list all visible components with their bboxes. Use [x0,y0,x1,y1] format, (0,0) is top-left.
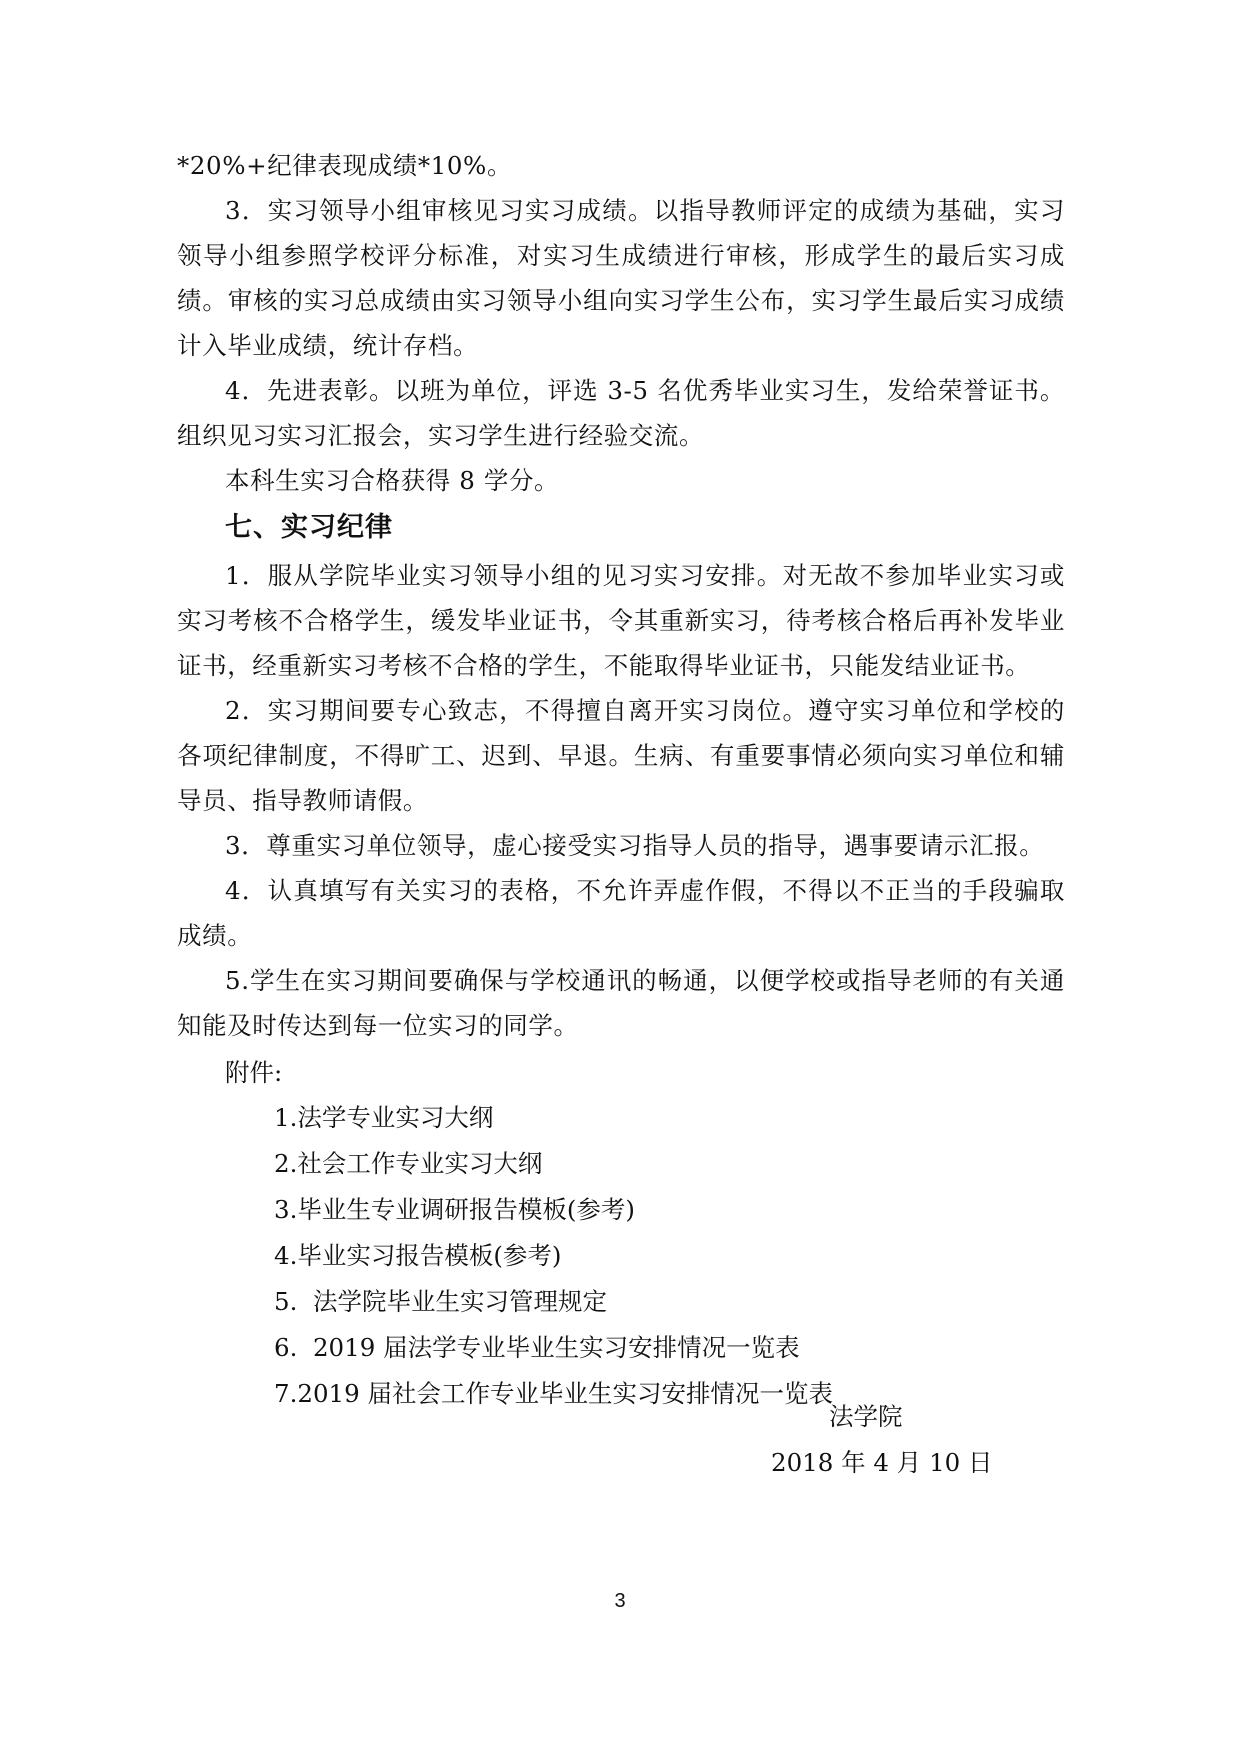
section-heading-discipline: 七、实习纪律 [225,512,393,543]
page-body [177,143,1065,1417]
discipline-item-2: 2．实习期间要专心致志，不得擅自离开实习岗位。遵守实习单位和学校的各项纪律制度，不得旷工、迟到、早退。生病、有重要事情必须向实习单位和辅导员、指导教师请假。 [177,696,1065,815]
attachments-title: 附件: [225,1058,283,1087]
attachment-item: 7.2019 届社会工作专业毕业生实习安排情况一览表 [274,1379,834,1408]
paragraph-grade-review: 3．实习领导小组审核见习实习成绩。以指导教师评定的成绩为基础，实习领导小组参照学校评分标准，对实习生成绩进行审核，形成学生的最后实习成绩。审核的实习总成绩由实习领导小组向实习学生公布，实习学生最后实习成绩计入毕业成绩，统计存档。 [177,196,1065,360]
paragraph-credit: 本科生实习合格获得 8 学分。 [225,466,560,495]
attachment-item: 6. 2019 届法学专业毕业生实习安排情况一览表 [274,1333,800,1362]
attachment-item: 5. 法学院毕业生实习管理规定 [274,1287,607,1316]
signature-date: 2018 年 4 月 10 日 [771,1448,993,1477]
attachment-item: 1.法学专业实习大纲 [274,1103,494,1132]
discipline-item-1: 1．服从学院毕业实习领导小组的见习实习安排。对无故不参加毕业实习或实习考核不合格学生，缓发毕业证书，令其重新实习，待考核合格后再补发毕业证书，经重新实习考核不合格的学生，不能取得毕业证书，只能发结业证书。 [177,561,1065,680]
attachment-item: 4.毕业实习报告模板(参考) [274,1241,562,1270]
discipline-item-5: 5.学生在实习期间要确保与学校通讯的畅通，以便学校或指导老师的有关通知能及时传达到每一位实习的同学。 [177,966,1065,1040]
discipline-item-3: 3．尊重实习单位领导，虚心接受实习指导人员的指导，遇事要请示汇报。 [225,831,1045,860]
signature-organization: 法学院 [829,1402,903,1431]
page-number: 3 [614,1590,626,1612]
attachment-item: 2.社会工作专业实习大纲 [274,1149,543,1178]
paragraph-commendation: 4．先进表彰。以班为单位，评选 3-5 名优秀毕业实习生，发给荣誉证书。组织见习实习汇报会，实习学生进行经验交流。 [177,376,1065,450]
attachment-item: 3.毕业生专业调研报告模板(参考) [274,1195,635,1224]
continuation-paragraph: *20%+纪律表现成绩*10%。 [177,151,513,180]
attachments-list [177,1095,1065,1416]
discipline-item-4: 4．认真填写有关实习的表格，不允许弄虚作假，不得以不正当的手段骗取成绩。 [177,876,1065,950]
